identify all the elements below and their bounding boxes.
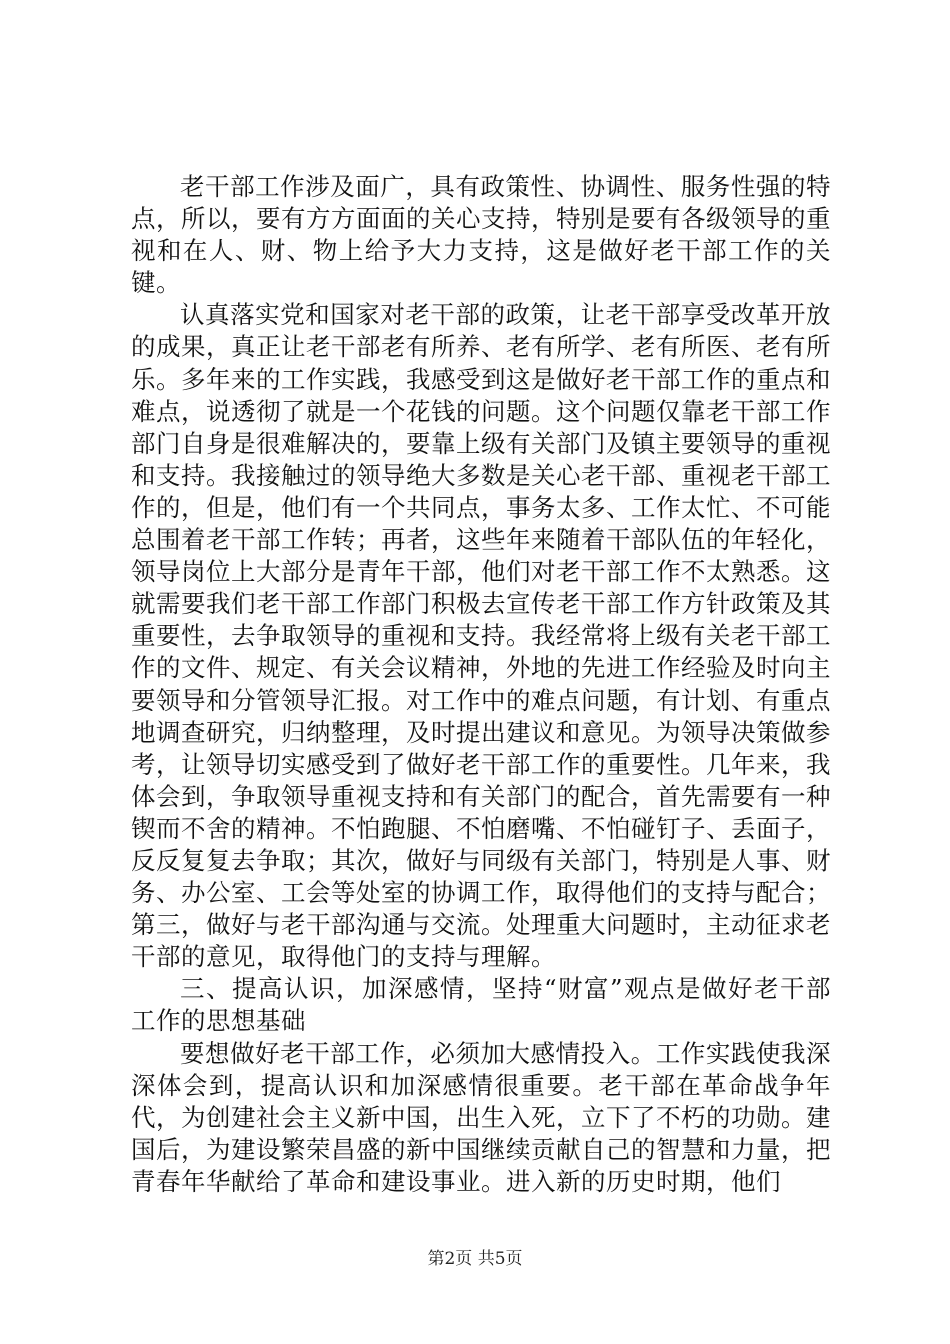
paragraph-policy-implementation: 认真落实党和国家对老干部的政策，让老干部享受改革开放的成果，真正让老干部老有所养、老有所学、老有所医、老有所乐。多年来的工作实践，我感受到这是做好老干部工作的重点和难点，说透彻了就是一个花钱的问题。这个问题仅靠老干部工作部门自身是很难解决的，要靠上级有关部门及镇主要领导的重视和支持。我接触过的领导绝大多数是关心老干部、重视老干部工作的，但是，他们有一个共同点，事务太多、工作太忙、不可能总围着老干部工作转；再者，这些年来随着干部队伍的年轻化，领导岗位上大部分是青年干部，他们对老干部工作不太熟悉。这就需要我们老干部工作部门积极去宣传老干部工作方针政策及其重要性，去争取领导的重视和支持。我经常将上级有关老干部工作的文件、规定、有关会议精神，外地的先进工作经验及时向主要领导和分管领导汇报。对工作中的难点问题，有计划、有重点地调查研究，归纳整理，及时提出建议和意见。为领导决策做参考，让领导切实感受到了做好老干部工作的重要性。几年来，我体会到，争取领导重视支持和有关部门的配合，首先需要有一种锲而不舍的精神。不怕跑腿、不怕磨嘴、不怕碰钉子、丢面子，反反复复去争取；其次，做好与同级有关部门，特别是人事、财务、办公室、工会等处室的协调工作，取得他们的支持与配合；第三，做好与老干部沟通与交流。处理重大问题时，主动征求老干部的意见，取得他门的支持与理解。 <box>131 300 831 972</box>
section-heading-three: 三、提高认识，加深感情，坚持“财富”观点是做好老干部工作的思想基础 <box>131 974 831 1036</box>
paragraph-emotional-investment: 要想做好老干部工作，必须加大感情投入。工作实践使我深深体会到，提高认识和加深感情很重要。老干部在革命战争年代，为创建社会主义新中国，出生入死，立下了不朽的功勋。建国后，为建设繁荣昌盛的新中国继续贡献自己的智慧和力量，把青春年华献给了革命和建设事业。进入新的历史时期，他们 <box>131 1038 831 1196</box>
page-number-footer: 第2页 共5页 <box>427 1249 523 1269</box>
document-body <box>131 171 831 1198</box>
paragraph-leadership-support: 老干部工作涉及面广，具有政策性、协调性、服务性强的特点，所以，要有方方面面的关心支持，特别是要有各级领导的重视和在人、财、物上给予大力支持，这是做好老干部工作的关键。 <box>131 172 831 298</box>
